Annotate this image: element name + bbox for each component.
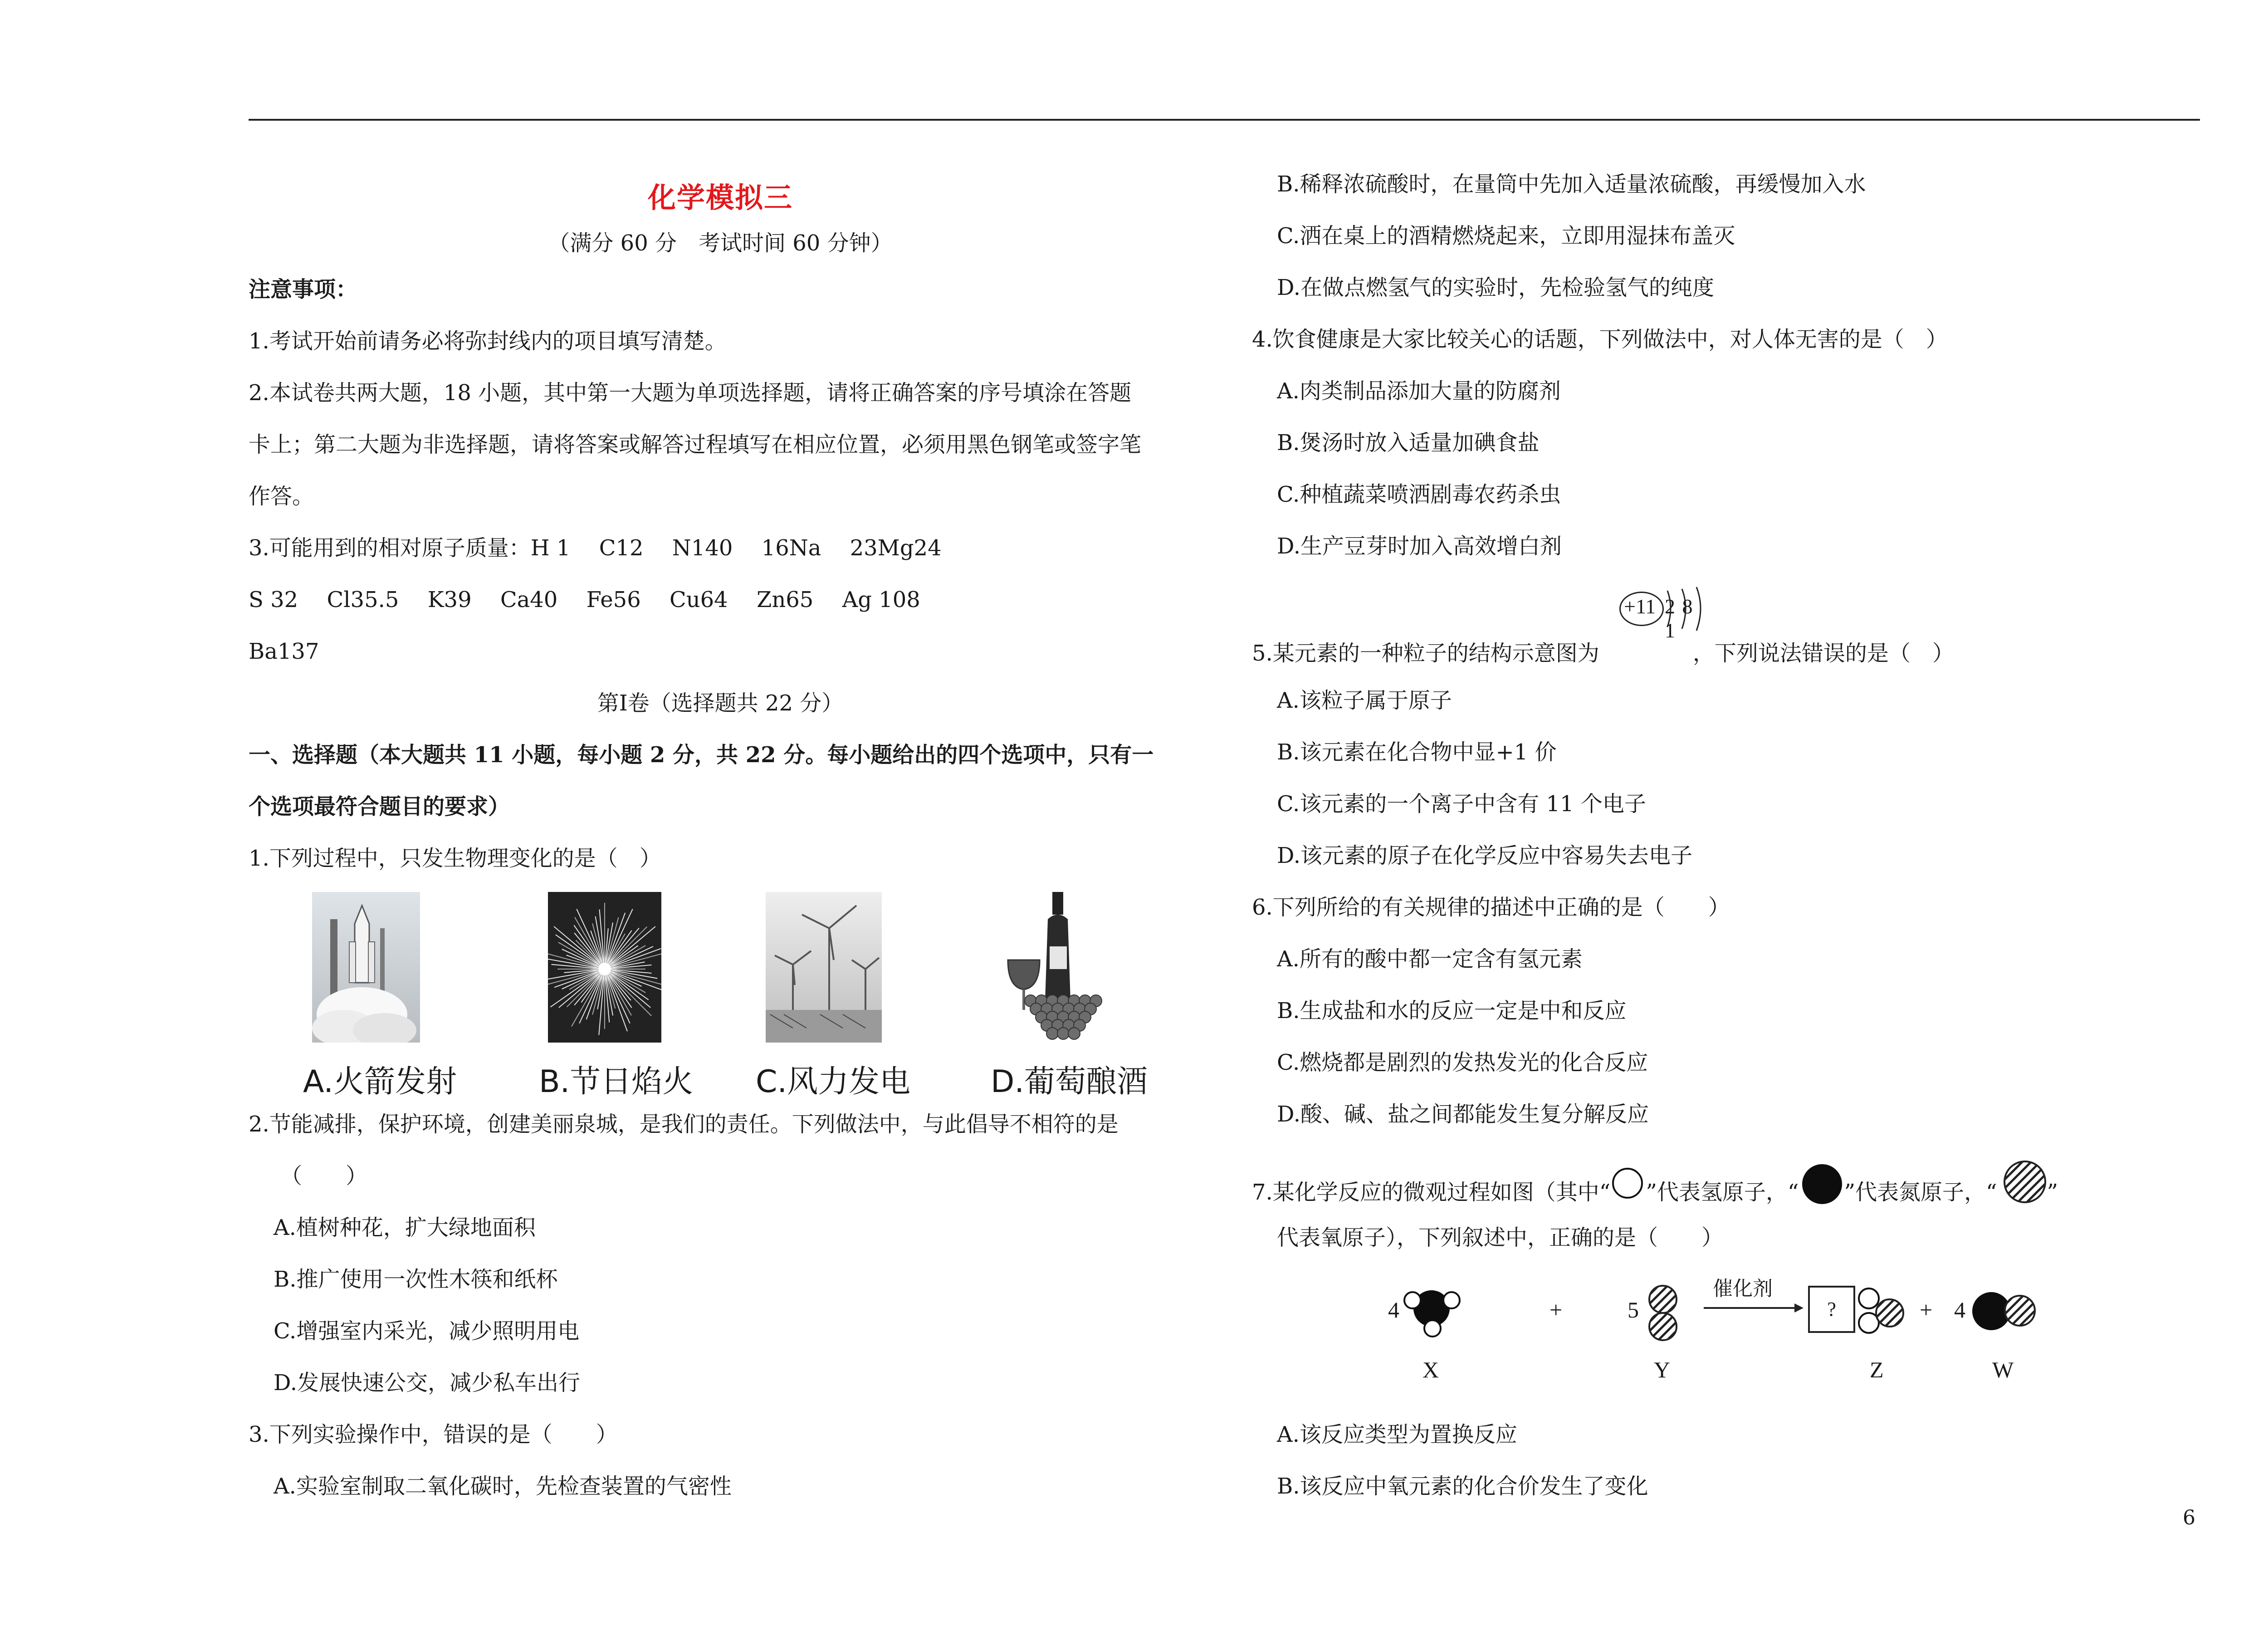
reaction-diagram xyxy=(1388,1275,2114,1397)
q2-option: C.增强室内采光，减少照明用电 xyxy=(274,1318,580,1344)
q1-caption: D.葡萄酿酒 xyxy=(991,1064,1148,1100)
reaction-arrow xyxy=(1704,1301,1804,1315)
notice-line: S 32 Cl35.5 K39 Ca40 Fe56 Cu64 Zn65 Ag 108 xyxy=(249,587,920,612)
q3-option: C.洒在桌上的酒精燃烧起来，立即用湿抹布盖灭 xyxy=(1277,223,1735,249)
q6-option: A.所有的酸中都一定含有氢元素 xyxy=(1277,946,1583,972)
q1-stem: 1.下列过程中，只发生物理变化的是（ ） xyxy=(249,846,661,871)
q4-option: B.煲汤时放入适量加碘食盐 xyxy=(1277,430,1540,455)
q5-option: B.该元素在化合物中显+1 价 xyxy=(1277,740,1557,765)
atom-structure-diagram xyxy=(1619,585,1710,642)
wine-grapes-image xyxy=(999,892,1112,1043)
q4-stem: 4.饮食健康是大家比较关心的话题，下列做法中，对人体无害的是（ ） xyxy=(1252,327,1948,352)
q6-option: B.生成盐和水的反应一定是中和反应 xyxy=(1277,998,1627,1024)
y-oxygen-atom xyxy=(1648,1312,1677,1341)
x-hydrogen-atom xyxy=(1423,1319,1442,1337)
fireworks-image xyxy=(548,892,661,1043)
nitrogen-atom-icon xyxy=(1802,1164,1842,1204)
label-w: W xyxy=(1992,1357,2014,1382)
notice-line: 3.可能用到的相对原子质量：H 1 C12 N140 16Na 23Mg24 xyxy=(249,535,942,561)
page-number: 6 xyxy=(2183,1506,2195,1529)
notice-line: Ba137 xyxy=(249,639,319,664)
notice-line: 作答。 xyxy=(249,484,314,509)
nucleus-charge: +11 xyxy=(1624,595,1656,618)
notice-heading: 注意事项： xyxy=(249,277,358,302)
label-x: X xyxy=(1422,1357,1439,1382)
part1-title: 第Ⅰ卷（选择题共 22 分） xyxy=(597,691,844,716)
q7-option: A.该反应类型为置换反应 xyxy=(1277,1422,1517,1447)
plus-sign: + xyxy=(1549,1297,1563,1322)
q3-option: D.在做点燃氢气的实验时，先检验氢气的纯度 xyxy=(1277,275,1715,300)
label-y: Y xyxy=(1654,1357,1671,1382)
exam-title: 化学模拟三 xyxy=(647,181,793,214)
q2-stem: 2.节能减排，保护环境，创建美丽泉城，是我们的责任。下列做法中，与此倡导不相符的是 xyxy=(249,1112,1119,1137)
q2-option: A.植树种花，扩大绿地面积 xyxy=(274,1215,536,1240)
q6-option: D.酸、碱、盐之间都能发生复分解反应 xyxy=(1277,1102,1649,1127)
notice-line: 2.本试卷共两大题，18 小题，其中第一大题为单项选择题，请将正确答案的序号填涂在答题 xyxy=(249,380,1132,406)
q1-caption: C.风力发电 xyxy=(756,1064,911,1100)
hydrogen-atom-icon xyxy=(1612,1168,1643,1199)
q2-option: D.发展快速公交，减少私车出行 xyxy=(274,1370,581,1396)
q2-option: B.推广使用一次性木筷和纸杯 xyxy=(274,1267,558,1292)
q6-stem: 6.下列所给的有关规律的描述中正确的是（ ） xyxy=(1252,895,1730,920)
coefficient-y: 5 xyxy=(1628,1297,1639,1322)
x-hydrogen-atom xyxy=(1403,1291,1422,1309)
y-oxygen-atom xyxy=(1648,1285,1677,1314)
q7-stem: 7.某化学反应的微观过程如图（其中“ ”代表氢原子，“ ”代表氮原子，“ ” xyxy=(1252,1172,2058,1200)
header-rule xyxy=(249,119,2200,121)
q5-stem: 5.某元素的一种粒子的结构示意图为 ，下列说法错误的是（ ） xyxy=(1252,641,1954,666)
q5-option: A.该粒子属于原子 xyxy=(1277,688,1452,713)
q5-option: D.该元素的原子在化学反应中容易失去电子 xyxy=(1277,843,1693,868)
oxygen-atom-icon xyxy=(2004,1161,2046,1203)
exam-subtitle: （满分 60 分 考试时间 60 分钟） xyxy=(548,230,893,256)
unknown-box: ? xyxy=(1808,1286,1855,1333)
wind-power-image xyxy=(766,892,882,1043)
plus-sign: + xyxy=(1920,1297,1933,1322)
q3-stem: 3.下列实验操作中，错误的是（ ） xyxy=(249,1422,618,1447)
w-oxygen-atom xyxy=(2004,1295,2036,1327)
q4-option: D.生产豆芽时加入高效增白剂 xyxy=(1277,534,1562,559)
q5-option: C.该元素的一个离子中含有 11 个电子 xyxy=(1277,791,1646,817)
label-z: Z xyxy=(1870,1357,1884,1382)
electron-shells: 2 8 1 xyxy=(1665,595,1694,642)
q1-caption: A.火箭发射 xyxy=(303,1064,457,1100)
coefficient-x: 4 xyxy=(1388,1297,1399,1322)
q3-option: A.实验室制取二氧化碳时，先检查装置的气密性 xyxy=(274,1474,732,1499)
q7-option: B.该反应中氧元素的化合价发生了变化 xyxy=(1277,1474,1648,1499)
q6-option: C.燃烧都是剧烈的发热发光的化合反应 xyxy=(1277,1050,1648,1075)
section1-heading-cont: 个选项最符合题目的要求） xyxy=(249,794,510,819)
q4-option: C.种植蔬菜喷洒剧毒农药杀虫 xyxy=(1277,482,1561,507)
q2-blank: （ ） xyxy=(280,1163,368,1189)
notice-line: 1.考试开始前请务必将弥封线内的项目填写清楚。 xyxy=(249,328,727,354)
section1-heading: 一、选择题（本大题共 11 小题，每小题 2 分，共 22 分。每小题给出的四个选项中，只有一 xyxy=(249,742,1154,768)
notice-line: 卡上；第二大题为非选择题，请将答案或解答过程填写在相应位置，必须用黑色钢笔或签字笔 xyxy=(249,432,1142,457)
rocket-launch-image xyxy=(312,892,420,1043)
q7-stem-cont: 代表氧原子），下列叙述中，正确的是（ ） xyxy=(1277,1225,1724,1250)
z-oxygen-atom xyxy=(1875,1298,1904,1327)
x-hydrogen-atom xyxy=(1442,1291,1461,1309)
q1-caption: B.节日焰火 xyxy=(539,1064,694,1100)
q3-option: B.稀释浓硫酸时，在量筒中先加入适量浓硫酸，再缓慢加入水 xyxy=(1277,171,1866,197)
q4-option: A.肉类制品添加大量的防腐剂 xyxy=(1277,378,1561,404)
coefficient-w: 4 xyxy=(1954,1297,1965,1322)
catalyst-label: 催化剂 xyxy=(1713,1277,1773,1300)
